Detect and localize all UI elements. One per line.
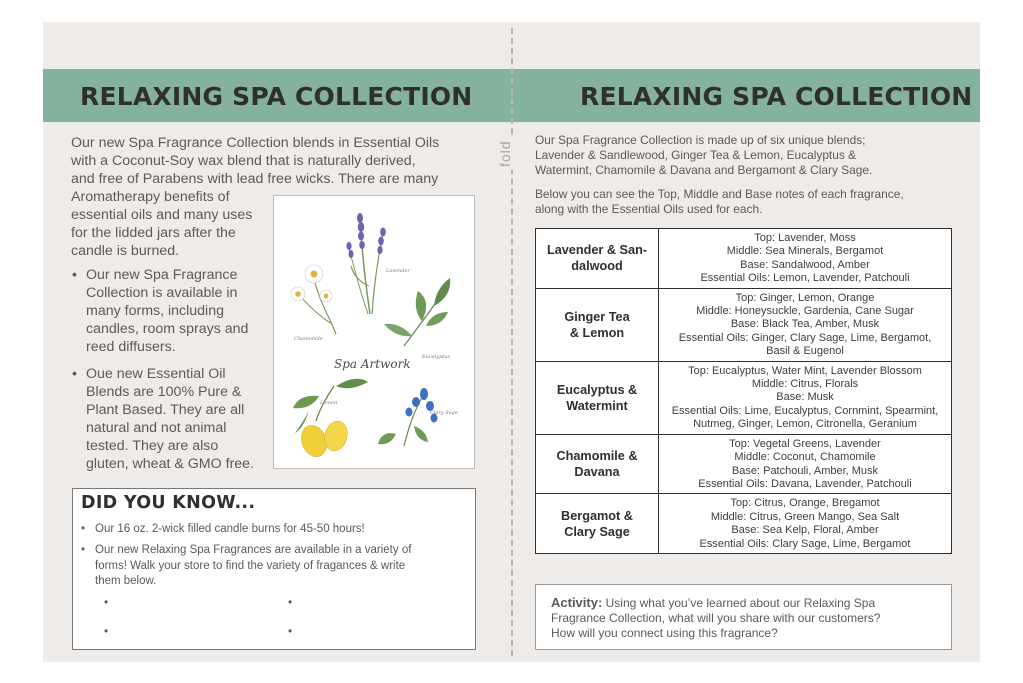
right-intro [535, 133, 945, 178]
intro-line: Below you can see the Top, Middle and Base notes of each fragrance, [535, 187, 904, 201]
activity-line: Fragrance Collection, what will you share with our customers? [551, 611, 881, 625]
table-row [536, 288, 952, 361]
fact-line: forms! Walk your store to find the variety of fragances & write [95, 559, 406, 572]
feature-bullet-pure [71, 365, 271, 473]
label-lavender: Lavender [386, 268, 410, 274]
did-you-know-box [72, 488, 476, 650]
detail-line: Essential Oils: Davana, Lavender, Patchouli [698, 477, 912, 490]
left-intro-continued [71, 188, 261, 260]
fragrance-details [659, 361, 952, 434]
name-line: Chamomile & [556, 449, 638, 463]
detail-line: Top: Citrus, Orange, Bregamot [730, 497, 880, 510]
intro-line: Our new Spa Fragrance Collection blends in Essential Oils [71, 135, 440, 151]
fragrance-name [536, 361, 659, 434]
fragrance-name [536, 494, 659, 554]
clary-sage-sprig [378, 388, 438, 446]
bullet-line: natural and not animal [86, 420, 227, 436]
name-line: Watermint [566, 398, 628, 413]
eucalyptus-leaves [384, 278, 450, 346]
activity-text [551, 595, 931, 641]
bullet-line: • Our new Spa Fragrance [86, 267, 238, 283]
artwork-title: Spa Artwork [334, 357, 411, 371]
fragrance-notes-table [535, 228, 952, 554]
bullet-line: Collection is available in [86, 285, 238, 301]
detail-line: Top: Vegetal Greens, Lavender [729, 437, 881, 450]
detail-line: Essential Oils: Ginger, Clary Sage, Lime, Bergamot, [678, 331, 932, 344]
label-lemon: Lemon [320, 400, 338, 406]
bullet-line: tested. They are also [86, 438, 219, 454]
detail-line: Base: Sandalwood, Amber [740, 258, 870, 271]
fact-item [81, 522, 456, 537]
intro-line: for the lidded jars after the [71, 225, 236, 241]
intro-line: candle is burned. [71, 243, 180, 259]
bullet-line: reed diffusers. [86, 339, 176, 355]
bullet-line: Blends are 100% Pure & [86, 384, 242, 400]
lemon-branch [293, 379, 368, 460]
fragrance-details [659, 229, 952, 289]
botanical-illustration [274, 196, 474, 468]
detail-line: Top: Eucalyptus, Water Mint, Lavender Blossom [688, 364, 922, 377]
detail-line: Essential Oils: Clary Sage, Lime, Bergamot [699, 537, 911, 550]
intro-line: and free of Parabens with lead free wicks. There are many [71, 171, 439, 187]
fragrance-details [659, 434, 952, 494]
bullet-line: Plant Based. They are all [86, 402, 245, 418]
activity-line: Using what you’ve learned about our Relaxing Spa [602, 596, 876, 610]
intro-line: with a Coconut-Soy wax blend that is naturally derived, [71, 153, 416, 169]
fact-line: • Our 16 oz. 2-wick filled candle burns for 45-50 hours! [95, 523, 365, 535]
detail-line: Top: Lavender, Moss [754, 232, 856, 244]
activity-label: Activity: [551, 595, 603, 610]
left-page-title: RELAXING SPA COLLECTION [80, 82, 473, 111]
name-line: Eucalyptus & [556, 382, 638, 397]
bullet-line: candles, room sprays and [86, 321, 249, 337]
detail-line: Middle: Coconut, Chamomile [734, 451, 876, 464]
bullet-line: • Oue new Essential Oil [86, 366, 226, 382]
intro-line: essential oils and many uses [71, 207, 253, 223]
fragrance-details [659, 494, 952, 554]
detail-line: Middle: Sea Minerals, Bergamot [726, 245, 884, 258]
detail-line: Essential Oils: Lime, Eucalyptus, Cornmint, Spearmint, [671, 404, 939, 417]
intro-line: Aromatherapy benefits of [71, 189, 230, 205]
name-line: Davana [574, 465, 620, 479]
feature-bullets [71, 266, 271, 482]
write-in-bullet: • [104, 595, 109, 609]
detail-line: Middle: Citrus, Florals [751, 378, 859, 391]
feature-bullet-forms [71, 266, 271, 356]
detail-line: Middle: Honeysuckle, Gardenia, Cane Sugar [696, 305, 914, 318]
fragrance-details [659, 288, 952, 361]
spa-artwork-illustration [273, 195, 475, 469]
intro-line: Our Spa Fragrance Collection is made up of six unique blends; [535, 133, 866, 147]
bullet-line: gluten, wheat & GMO free. [86, 456, 254, 472]
detail-line: Base: Black Tea, Amber, Musk [730, 318, 880, 331]
name-line: Ginger Tea [564, 309, 630, 324]
table-row [536, 434, 952, 494]
name-line: dalwood [571, 259, 623, 274]
did-you-know-list [81, 522, 456, 595]
detail-line: Base: Sea Kelp, Floral, Amber [731, 524, 879, 537]
fragrance-name [536, 434, 659, 494]
detail-line: Nutmeg, Ginger, Lemon, Citronella, Geranium [693, 418, 917, 431]
chamomile-flowers [291, 265, 336, 334]
notes-intro [535, 187, 945, 217]
table-row [536, 361, 952, 434]
activity-box [535, 584, 952, 650]
detail-line: Base: Musk [776, 391, 834, 404]
lavender-sprig [346, 213, 385, 314]
name-line: Bergamot & [561, 508, 633, 523]
detail-line: Middle: Citrus, Green Mango, Sea Salt [710, 510, 900, 523]
bullet-line: many forms, including [86, 303, 224, 319]
right-page-title: RELAXING SPA COLLECTION [580, 82, 973, 111]
label-chamomile: Chamomile [294, 336, 323, 342]
write-in-bullet: • [288, 624, 293, 638]
left-intro [71, 134, 456, 188]
write-in-bullet: • [104, 624, 109, 638]
detail-line: Base: Patchouli, Amber, Musk [731, 464, 879, 477]
intro-line: along with the Essential Oils used for each. [535, 202, 763, 216]
fact-item [81, 543, 456, 589]
fold-line [511, 28, 513, 656]
name-line: & Lemon [569, 325, 625, 340]
table-row [536, 494, 952, 554]
label-eucalyptus: Eucalyptus [422, 354, 451, 360]
intro-line: Watermint, Chamomile & Davana and Bergamont & Clary Sage. [535, 163, 873, 177]
fact-line: them below. [95, 574, 157, 587]
detail-line: Essential Oils: Lemon, Lavender, Patchouli [700, 272, 910, 285]
name-line: Lavender & San- [546, 243, 648, 258]
intro-line: Lavender & Sandlewood, Ginger Tea & Lemon, Eucalyptus & [535, 148, 857, 162]
did-you-know-heading: DID YOU KNOW... [81, 493, 256, 513]
table-row [536, 229, 952, 289]
fragrance-name [536, 229, 659, 289]
activity-line: How will you connect using this fragrance? [551, 626, 778, 640]
label-clary-sage: Clary Sage [430, 410, 458, 416]
name-line: Clary Sage [564, 524, 630, 539]
write-in-bullet: • [288, 595, 293, 609]
fold-label: fold [497, 137, 513, 170]
fact-line: • Our new Relaxing Spa Fragrances are available in a variety of [95, 544, 412, 557]
detail-line: Basil & Eugenol [766, 345, 844, 358]
detail-line: Top: Ginger, Lemon, Orange [735, 291, 875, 304]
fragrance-name [536, 288, 659, 361]
